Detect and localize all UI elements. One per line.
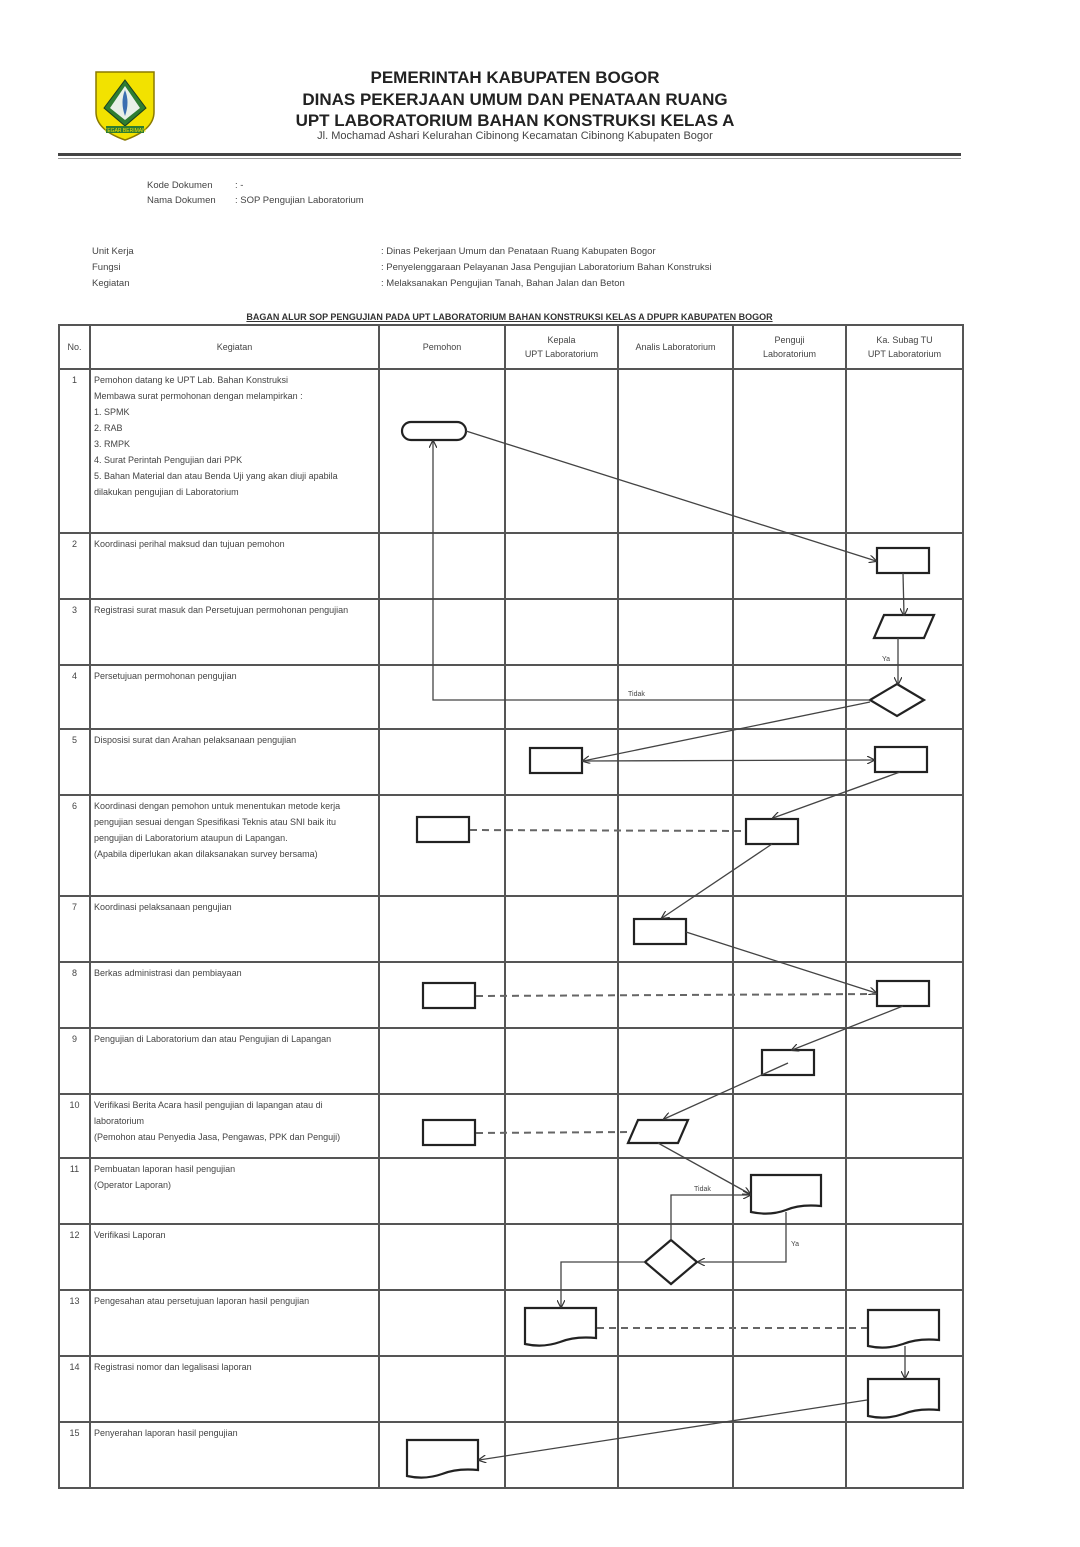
step-number: 7 xyxy=(59,896,90,962)
lane-analis-cell xyxy=(618,795,733,896)
lane-kasubag-tu-cell xyxy=(846,1224,963,1290)
lane-pemohon-cell xyxy=(379,729,505,795)
kode-dokumen-label: Kode Dokumen xyxy=(147,180,213,191)
lane-analis-cell xyxy=(618,1158,733,1224)
lane-kepala-upt-cell xyxy=(505,369,618,533)
lane-pemohon-cell xyxy=(379,1422,505,1488)
step-activity: Pengujian di Laboratorium dan atau Pengujian di Lapangan xyxy=(90,1028,379,1094)
step-number: 5 xyxy=(59,729,90,795)
lane-kasubag-tu-cell xyxy=(846,665,963,729)
lane-kepala-upt-cell xyxy=(505,599,618,665)
table-row xyxy=(59,1356,963,1422)
lane-penguji-cell xyxy=(733,962,846,1028)
lane-kepala-upt-cell xyxy=(505,1158,618,1224)
lane-penguji-cell xyxy=(733,533,846,599)
col-header-kepala-upt: Kepala UPT Laboratorium xyxy=(505,325,618,369)
sop-flow-table xyxy=(58,324,964,1489)
step-activity: Registrasi nomor dan legalisasi laporan xyxy=(90,1356,379,1422)
lane-penguji-cell xyxy=(733,599,846,665)
step-number: 12 xyxy=(59,1224,90,1290)
lane-pemohon-cell xyxy=(379,533,505,599)
kegiatan-label: Kegiatan xyxy=(92,278,130,289)
table-row xyxy=(59,533,963,599)
lane-pemohon-cell xyxy=(379,1290,505,1356)
lane-pemohon-cell xyxy=(379,795,505,896)
lane-analis-cell xyxy=(618,533,733,599)
lane-kasubag-tu-cell xyxy=(846,1028,963,1094)
lane-kasubag-tu-cell xyxy=(846,729,963,795)
table-row xyxy=(59,1028,963,1094)
step-number: 4 xyxy=(59,665,90,729)
step-number: 10 xyxy=(59,1094,90,1158)
table-row xyxy=(59,1422,963,1488)
lane-penguji-cell xyxy=(733,729,846,795)
step-activity: Registrasi surat masuk dan Persetujuan permohonan pengujian xyxy=(90,599,379,665)
lane-kepala-upt-cell xyxy=(505,896,618,962)
lane-analis-cell xyxy=(618,1422,733,1488)
step-activity: Berkas administrasi dan pembiayaan xyxy=(90,962,379,1028)
flowchart-caption: BAGAN ALUR SOP PENGUJIAN PADA UPT LABORATORIUM BAHAN KONSTRUKSI KELAS A DPUPR KABUPATEN BOGOR xyxy=(246,312,773,322)
step-activity: Pemohon datang ke UPT Lab. Bahan Konstruksi Membawa surat permohonan dengan melampirkan : 1. SPMK 2. RAB 3. RMPK 4. Surat Perintah Pengujian dari PPK 5. Bahan Material dan atau Benda Uji yang akan diuji apabila dilakukan pengujian di Laboratorium xyxy=(90,369,379,533)
letterhead-line-3: UPT LABORATORIUM BAHAN KONSTRUKSI KELAS A xyxy=(295,111,735,130)
lane-kepala-upt-cell xyxy=(505,1422,618,1488)
letterhead-line-1: PEMERINTAH KABUPATEN BOGOR xyxy=(370,68,660,87)
table-row xyxy=(59,1158,963,1224)
step-number: 14 xyxy=(59,1356,90,1422)
letterhead-line-2: DINAS PEKERJAAN UMUM DAN PENATAAN RUANG xyxy=(302,90,728,109)
lane-analis-cell xyxy=(618,1224,733,1290)
lane-kasubag-tu-cell xyxy=(846,962,963,1028)
nama-dokumen-value: : SOP Pengujian Laboratorium xyxy=(235,195,364,206)
step-number: 15 xyxy=(59,1422,90,1488)
kegiatan-value: : Melaksanakan Pengujian Tanah, Bahan Jalan dan Beton xyxy=(381,278,625,289)
step-number: 1 xyxy=(59,369,90,533)
fungsi-label: Fungsi xyxy=(92,262,121,273)
step-activity: Penyerahan laporan hasil pengujian xyxy=(90,1422,379,1488)
lane-pemohon-cell xyxy=(379,599,505,665)
lane-penguji-cell xyxy=(733,1290,846,1356)
lane-analis-cell xyxy=(618,896,733,962)
step-number: 3 xyxy=(59,599,90,665)
lane-penguji-cell xyxy=(733,1158,846,1224)
lane-penguji-cell xyxy=(733,1028,846,1094)
lane-analis-cell xyxy=(618,729,733,795)
label-tidak-step-4: Tidak xyxy=(628,691,645,698)
lane-analis-cell xyxy=(618,599,733,665)
nama-dokumen-label: Nama Dokumen xyxy=(147,195,216,206)
lane-analis-cell xyxy=(618,1290,733,1356)
lane-pemohon-cell xyxy=(379,896,505,962)
lane-kepala-upt-cell xyxy=(505,1290,618,1356)
label-ya-step-3: Ya xyxy=(882,656,891,663)
table-header-row xyxy=(59,325,963,369)
lane-pemohon-cell xyxy=(379,1158,505,1224)
kode-dokumen-value: : - xyxy=(235,180,244,191)
letterhead-address: Jl. Mochamad Ashari Kelurahan Cibinong Kecamatan Cibinong Kabupaten Bogor xyxy=(317,130,713,142)
col-header-no: No. xyxy=(59,325,90,369)
svg-text:TEGAR BERIMAN: TEGAR BERIMAN xyxy=(104,128,146,134)
lane-penguji-cell xyxy=(733,1094,846,1158)
lane-kasubag-tu-cell xyxy=(846,1290,963,1356)
letterhead-rule xyxy=(58,153,961,156)
lane-kepala-upt-cell xyxy=(505,729,618,795)
lane-penguji-cell xyxy=(733,1356,846,1422)
lane-penguji-cell xyxy=(733,795,846,896)
step-number: 2 xyxy=(59,533,90,599)
col-header-kegiatan: Kegiatan xyxy=(90,325,379,369)
table-row xyxy=(59,599,963,665)
col-header-penguji: Penguji Laboratorium xyxy=(733,325,846,369)
col-header-analis: Analis Laboratorium xyxy=(618,325,733,369)
lane-analis-cell xyxy=(618,369,733,533)
unit-kerja-value: : Dinas Pekerjaan Umum dan Penataan Ruang Kabupaten Bogor xyxy=(381,246,656,257)
lane-kepala-upt-cell xyxy=(505,533,618,599)
lane-penguji-cell xyxy=(733,1224,846,1290)
step-activity: Verifikasi Berita Acara hasil pengujian di lapangan atau di laboratorium (Pemohon atau Penyedia Jasa, Pengawas, PPK dan Penguji) xyxy=(90,1094,379,1158)
lane-kepala-upt-cell xyxy=(505,795,618,896)
lane-penguji-cell xyxy=(733,665,846,729)
lane-penguji-cell xyxy=(733,1422,846,1488)
step-activity: Koordinasi dengan pemohon untuk menentukan metode kerja pengujian sesuai dengan Spesifikasi Teknis atau SNI baik itu pengujian di Laboratorium ataupun di Lapangan. (Apabila diperlukan akan dilaksanakan survey bersama) xyxy=(90,795,379,896)
step-number: 9 xyxy=(59,1028,90,1094)
lane-pemohon-cell xyxy=(379,962,505,1028)
table-row xyxy=(59,896,963,962)
table-row xyxy=(59,1290,963,1356)
table-row xyxy=(59,795,963,896)
lane-pemohon-cell xyxy=(379,1094,505,1158)
lane-kasubag-tu-cell xyxy=(846,1094,963,1158)
table-row xyxy=(59,1224,963,1290)
lane-analis-cell xyxy=(618,1028,733,1094)
table-row xyxy=(59,665,963,729)
lane-kasubag-tu-cell xyxy=(846,533,963,599)
lane-kepala-upt-cell xyxy=(505,1094,618,1158)
lane-pemohon-cell xyxy=(379,665,505,729)
step-activity: Disposisi surat dan Arahan pelaksanaan pengujian xyxy=(90,729,379,795)
lane-penguji-cell xyxy=(733,896,846,962)
lane-kasubag-tu-cell xyxy=(846,896,963,962)
lane-kasubag-tu-cell xyxy=(846,1422,963,1488)
step-number: 11 xyxy=(59,1158,90,1224)
step-number: 6 xyxy=(59,795,90,896)
table-row xyxy=(59,729,963,795)
lane-analis-cell xyxy=(618,1356,733,1422)
lane-kepala-upt-cell xyxy=(505,1028,618,1094)
table-row xyxy=(59,369,963,533)
lane-kepala-upt-cell xyxy=(505,1356,618,1422)
lane-kepala-upt-cell xyxy=(505,665,618,729)
lane-pemohon-cell xyxy=(379,1028,505,1094)
lane-pemohon-cell xyxy=(379,1224,505,1290)
step-activity: Verifikasi Laporan xyxy=(90,1224,379,1290)
lane-kepala-upt-cell xyxy=(505,962,618,1028)
step-activity: Koordinasi pelaksanaan pengujian xyxy=(90,896,379,962)
lane-kasubag-tu-cell xyxy=(846,369,963,533)
letterhead-rule-thin xyxy=(58,158,961,159)
lane-kepala-upt-cell xyxy=(505,1224,618,1290)
lane-analis-cell xyxy=(618,1094,733,1158)
lane-kasubag-tu-cell xyxy=(846,599,963,665)
step-activity: Persetujuan permohonan pengujian xyxy=(90,665,379,729)
label-ya-step-12: Ya xyxy=(791,1241,800,1248)
col-header-pemohon: Pemohon xyxy=(379,325,505,369)
step-activity: Pengesahan atau persetujuan laporan hasil pengujian xyxy=(90,1290,379,1356)
kabupaten-bogor-crest-icon xyxy=(92,68,158,142)
table-row xyxy=(59,962,963,1028)
lane-analis-cell xyxy=(618,962,733,1028)
table-row xyxy=(59,1094,963,1158)
col-header-kasubag-tu: Ka. Subag TU UPT Laboratorium xyxy=(846,325,963,369)
lane-penguji-cell xyxy=(733,369,846,533)
step-activity: Koordinasi perihal maksud dan tujuan pemohon xyxy=(90,533,379,599)
lane-pemohon-cell xyxy=(379,1356,505,1422)
step-number: 13 xyxy=(59,1290,90,1356)
lane-kasubag-tu-cell xyxy=(846,1356,963,1422)
step-number: 8 xyxy=(59,962,90,1028)
lane-kasubag-tu-cell xyxy=(846,1158,963,1224)
step-activity: Pembuatan laporan hasil pengujian (Operator Laporan) xyxy=(90,1158,379,1224)
lane-kasubag-tu-cell xyxy=(846,795,963,896)
fungsi-value: : Penyelenggaraan Pelayanan Jasa Pengujian Laboratorium Bahan Konstruksi xyxy=(381,262,712,273)
unit-kerja-label: Unit Kerja xyxy=(92,246,134,257)
label-tidak-step-12: Tidak xyxy=(694,1186,711,1193)
lane-pemohon-cell xyxy=(379,369,505,533)
lane-analis-cell xyxy=(618,665,733,729)
